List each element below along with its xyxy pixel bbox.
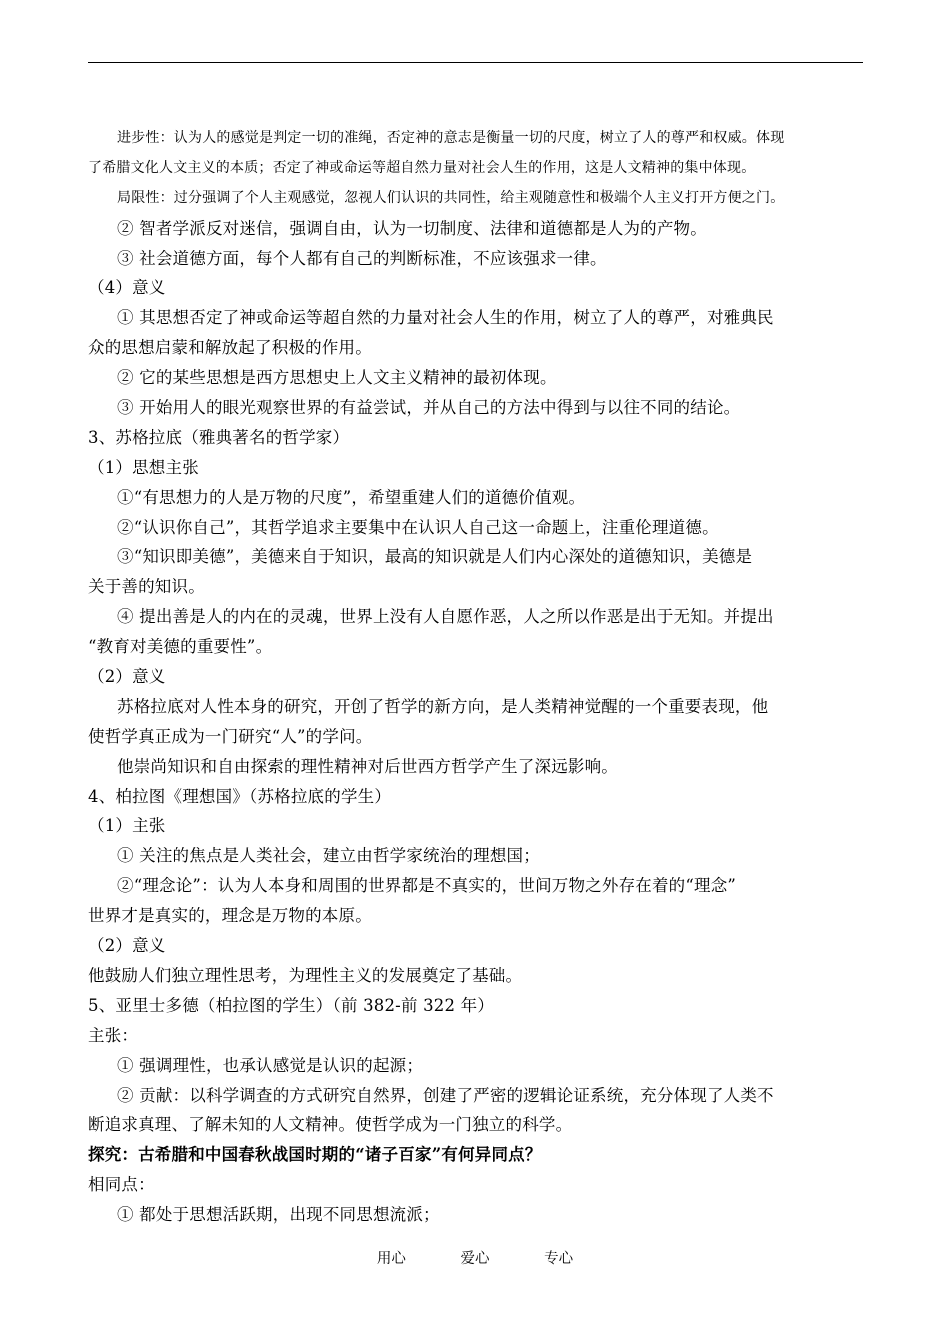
text-line: 探究：古希腊和中国春秋战国时期的“诸子百家”有何异同点？ [88, 1145, 542, 1165]
text-line: ④ 提出善是人的内在的灵魂，世界上没有人自愿作恶，人之所以作恶是出于无知。并提出 [117, 607, 774, 627]
text-line: ③ 开始用人的眼光观察世界的有益尝试，并从自己的方法中得到与以往不同的结论。 [117, 398, 741, 418]
text-line: （2）意义 [88, 936, 166, 956]
text-line: ② 它的某些思想是西方思想史上人文主义精神的最初体现。 [117, 368, 557, 388]
footer-word-2: 爱心 [460, 1251, 490, 1267]
text-line: ① 关注的焦点是人类社会，建立由哲学家统治的理想国； [117, 846, 540, 866]
text-line: 进步性：认为人的感觉是判定一切的准绳，否定神的意志是衡量一切的尺度，树立了人的尊严和权威。体现 [117, 130, 785, 146]
text-line: （1）思想主张 [88, 457, 199, 477]
text-line: ②“理念论”：认为人本身和周围的世界都是不真实的，世间万物之外存在着的“理念” [117, 876, 737, 896]
text-line: 相同点： [88, 1175, 155, 1195]
text-line: ② 贡献：以科学调查的方式研究自然界，创建了严密的逻辑论证系统，充分体现了人类不 [117, 1085, 774, 1105]
document-body [88, 124, 863, 1230]
text-line: ① 强调理性，也承认感觉是认识的起源； [117, 1055, 424, 1075]
text-line: （4）意义 [88, 278, 166, 298]
page-footer [0, 1247, 950, 1268]
text-line: 4、柏拉图《理想国》（苏格拉底的学生） [88, 786, 392, 806]
text-line: 局限性：过分强调了个人主观感觉，忽视人们认识的共同性，给主观随意性和极端个人主义打开方便之门。 [117, 189, 785, 206]
text-line: ②“认识你自己”，其哲学追求主要集中在认识人自己这一命题上，注重伦理道德。 [117, 517, 719, 537]
text-line: ① 都处于思想活跃期，出现不同思想流派； [117, 1205, 440, 1225]
text-line: “教育对美德的重要性”。 [88, 637, 273, 657]
text-line: 了希腊文化人文主义的本质；否定了神或命运等超自然力量对社会人生的作用，这是人文精神的集中体现。 [88, 159, 756, 176]
text-line: 众的思想启蒙和解放起了积极的作用。 [88, 338, 372, 358]
text-line: 主张： [88, 1025, 139, 1045]
text-line: 关于善的知识。 [88, 577, 205, 597]
footer-word-1: 用心 [376, 1251, 406, 1267]
text-line: 5、亚里士多德（柏拉图的学生）（前 382-前 322 年） [88, 995, 495, 1015]
text-line: 他鼓励人们独立理性思考，为理性主义的发展奠定了基础。 [88, 965, 523, 985]
text-line: （1）主张 [88, 816, 166, 836]
text-line: 3、苏格拉底（雅典著名的哲学家） [88, 427, 350, 447]
text-line: 苏格拉底对人性本身的研究，开创了哲学的新方向，是人类精神觉醒的一个重要表现，他 [117, 696, 769, 716]
text-line: 他崇尚知识和自由探索的理性精神对后世西方哲学产生了深远影响。 [117, 756, 618, 776]
text-line: ① 其思想否定了神或命运等超自然的力量对社会人生的作用，树立了人的尊严，对雅典民 [117, 308, 774, 328]
header-rule [88, 62, 863, 63]
text-line: ①“有思想力的人是万物的尺度”，希望重建人们的道德价值观。 [117, 487, 586, 507]
text-line: （2）意义 [88, 667, 166, 687]
text-line: 断追求真理、了解未知的人文精神。使哲学成为一门独立的科学。 [88, 1115, 573, 1135]
text-line: 使哲学真正成为一门研究“人”的学问。 [88, 726, 373, 746]
text-line: ③“知识即美德”，美德来自于知识，最高的知识就是人们内心深处的道德知识，美德是 [117, 547, 753, 567]
footer-word-3: 专心 [544, 1251, 574, 1267]
text-line: ② 智者学派反对迷信，强调自由，认为一切制度、法律和道德都是人为的产物。 [117, 218, 707, 238]
text-line: 世界才是真实的，理念是万物的本原。 [88, 906, 372, 926]
text-line: ③ 社会道德方面，每个人都有自己的判断标准，不应该强求一律。 [117, 248, 607, 268]
